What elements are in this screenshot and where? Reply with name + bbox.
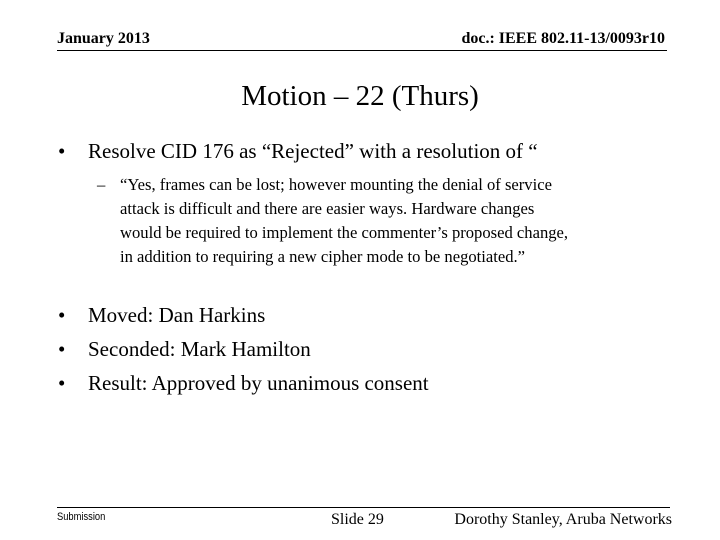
header-date: January 2013 xyxy=(57,30,150,47)
header-divider xyxy=(57,50,667,51)
header-doc-id: doc.: IEEE 802.11-13/0093r10 xyxy=(461,30,665,47)
bullet-marker: • xyxy=(58,139,66,163)
footer-submission: Submission xyxy=(57,511,106,523)
bullet-text: Resolve CID 176 as “Rejected” with a resolution of “ xyxy=(88,139,538,163)
footer-slide-number: Slide 29 xyxy=(331,511,384,528)
footer-author: Dorothy Stanley, Aruba Networks xyxy=(454,511,672,528)
sub-bullet-marker: – xyxy=(97,175,106,194)
bullet-moved xyxy=(58,303,265,328)
bullet-text: Moved: Dan Harkins xyxy=(88,303,266,327)
slide-title: Motion – 22 (Thurs) xyxy=(241,80,479,112)
bullet-marker: • xyxy=(58,303,66,327)
bullet-marker: • xyxy=(58,337,66,361)
bullet-marker: • xyxy=(58,371,66,395)
sub-bullet-line: would be required to implement the commenter’s proposed change, xyxy=(120,223,569,242)
bullet-seconded xyxy=(58,337,311,362)
footer-divider xyxy=(57,507,670,508)
sub-bullet-resolution xyxy=(97,173,677,269)
bullet-result xyxy=(58,371,429,396)
bullet-text: Seconded: Mark Hamilton xyxy=(88,337,311,361)
sub-bullet-line: attack is difficult and there are easier ways. Hardware changes xyxy=(120,199,535,218)
bullet-text: Result: Approved by unanimous consent xyxy=(88,371,429,395)
sub-bullet-line: in addition to requiring a new cipher mode to be negotiated.” xyxy=(120,247,526,266)
bullet-resolve-cid xyxy=(58,139,538,164)
sub-bullet-line: “Yes, frames can be lost; however mounting the denial of service xyxy=(120,175,552,194)
